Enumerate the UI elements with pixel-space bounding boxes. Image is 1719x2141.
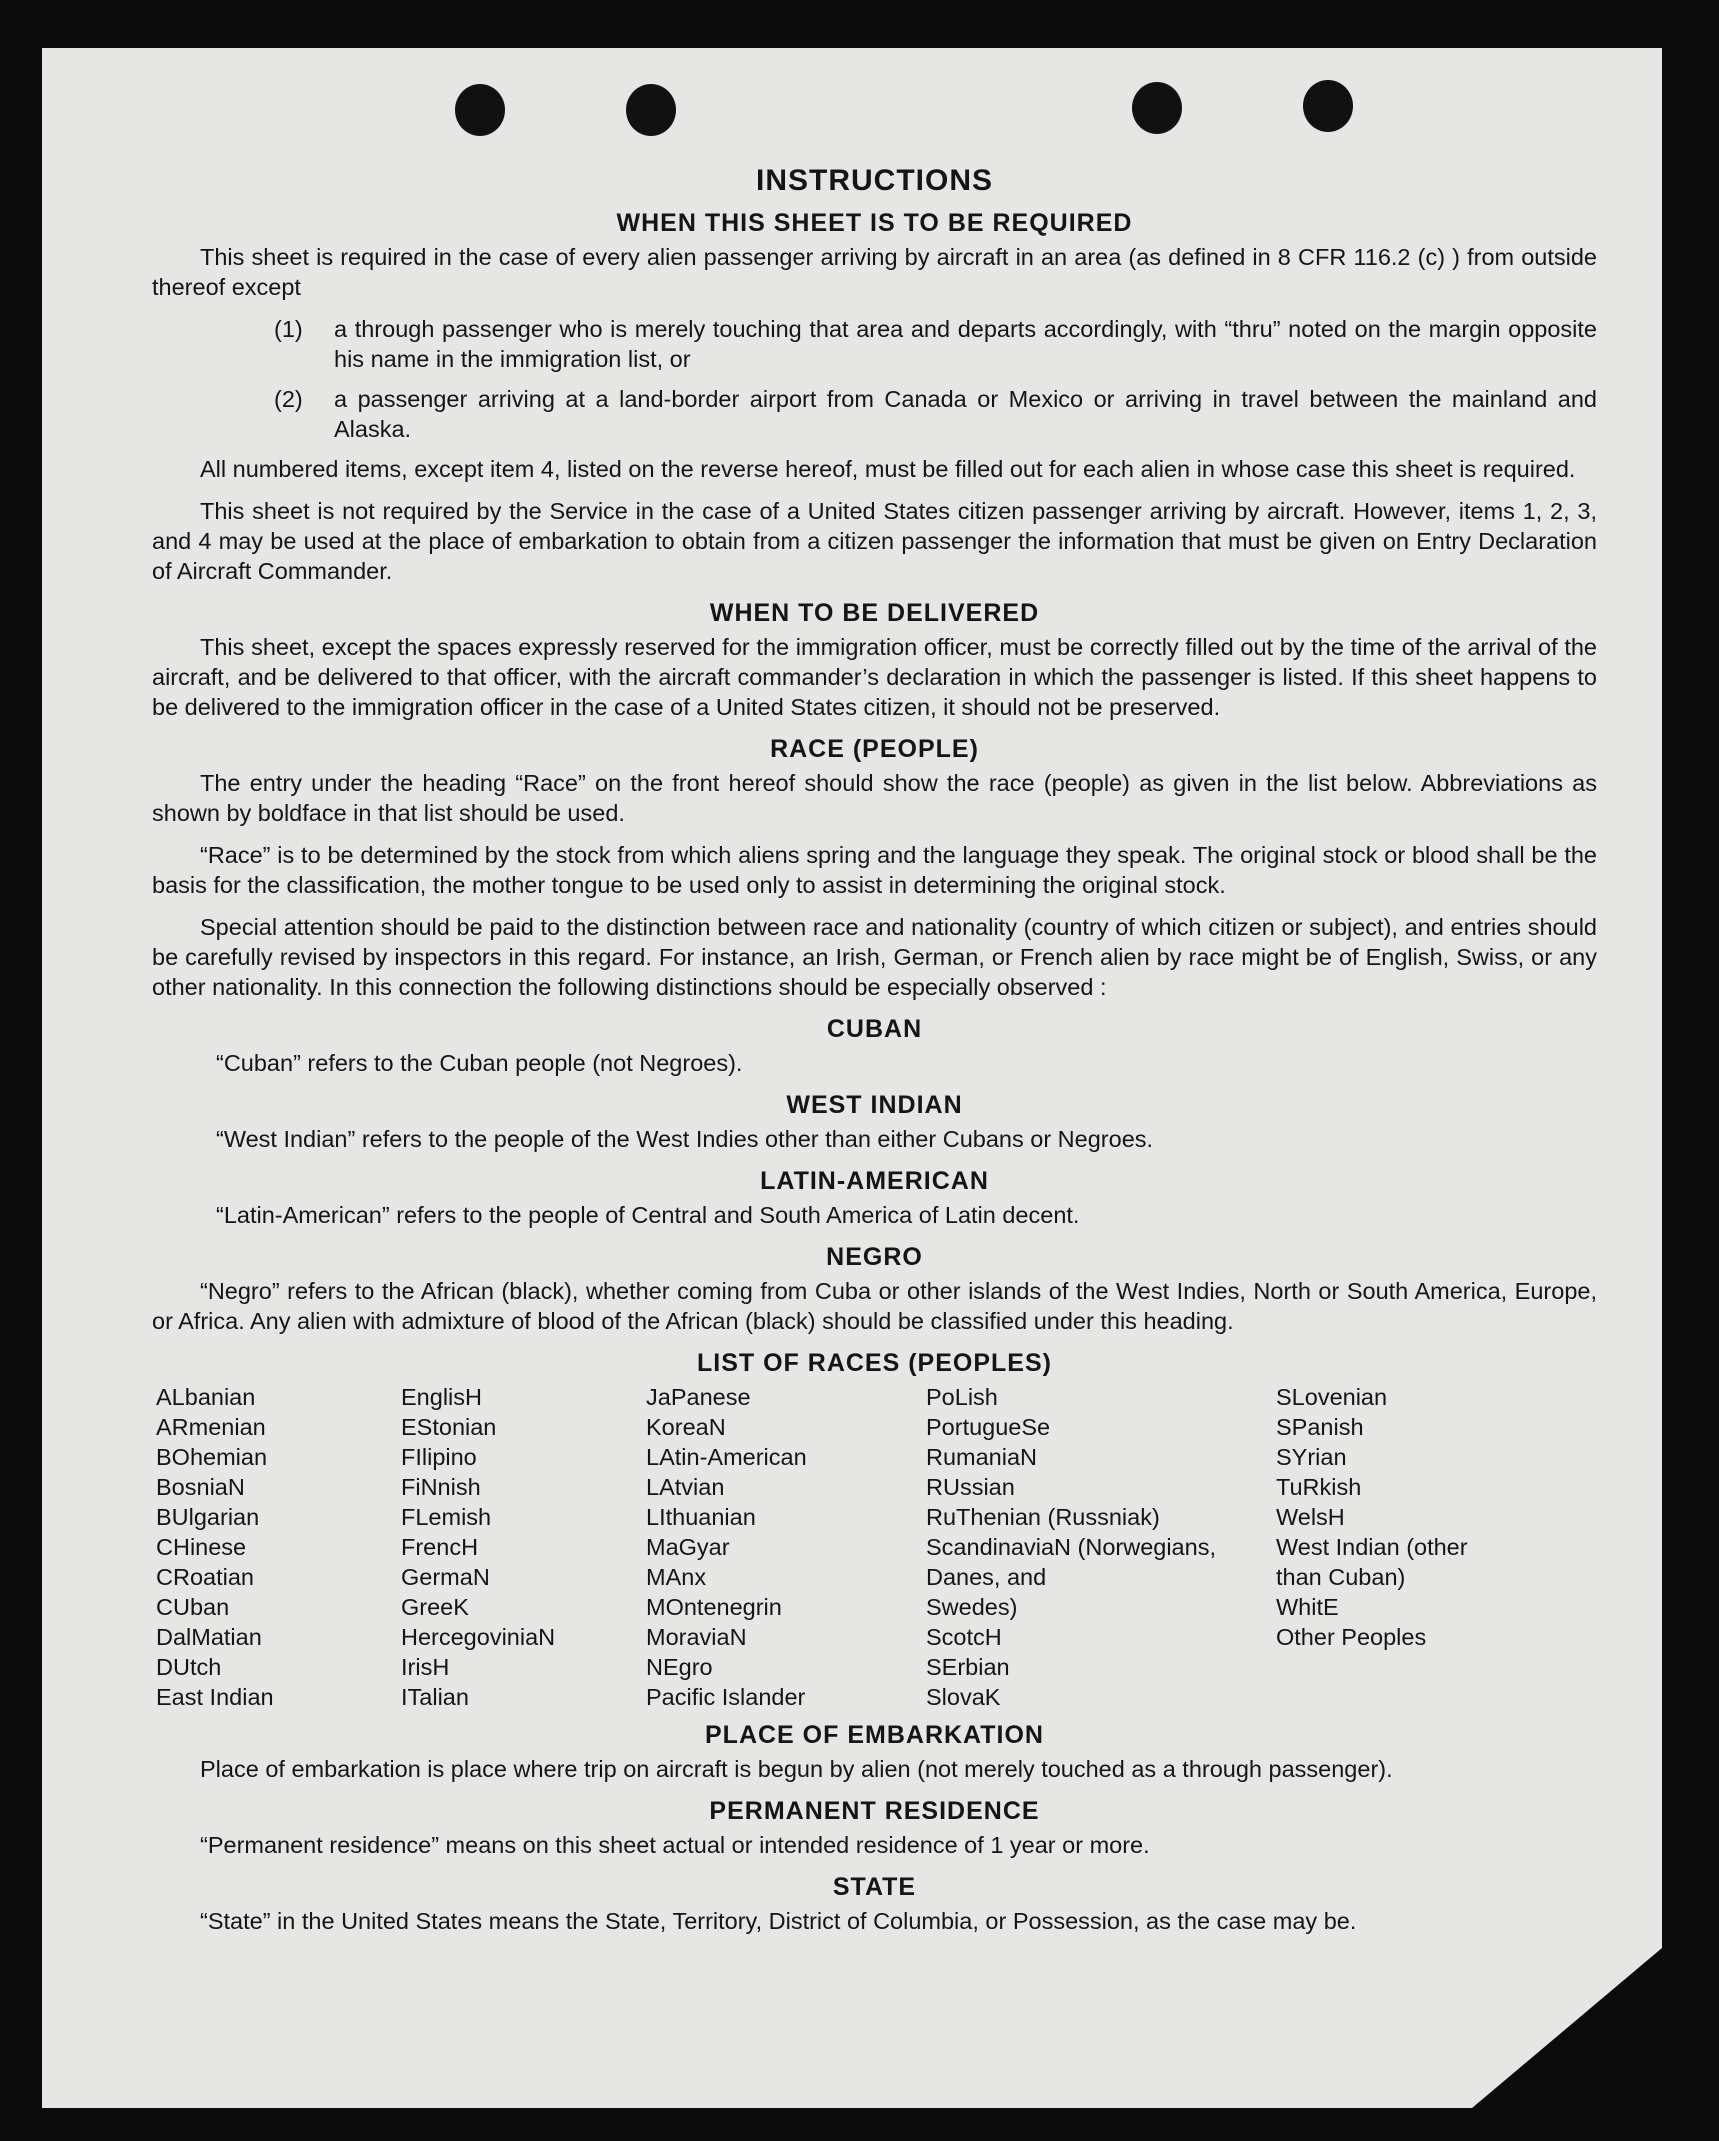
- race-item: ARmenian: [156, 1414, 266, 1440]
- race-item: Pacific Islander: [646, 1684, 806, 1710]
- race-item: SLovenian: [1276, 1384, 1388, 1410]
- section-heading-embarkation: PLACE OF EMBARKATION: [705, 1721, 1044, 1749]
- race-item: DUtch: [156, 1654, 222, 1680]
- race-item: EnglisH: [401, 1384, 482, 1410]
- race-item: MOntenegrin: [646, 1594, 782, 1620]
- race-item: Swedes): [926, 1594, 1018, 1620]
- race-item: TuRkish: [1276, 1474, 1362, 1500]
- races-column: [401, 1382, 646, 1712]
- item-text: a through passenger who is merely touching that area and departs accordingly, with “thru” noted on the margin opposite his name in the immigration list, or: [334, 316, 1597, 372]
- race-item: PoLish: [926, 1384, 998, 1410]
- paragraph: Special attention should be paid to the distinction between race and nationality (country of which citizen or subject), and entries should be carefully revised by inspectors in this regard. For instance, an Irish, German, or French alien by race might be of English, Swiss, or any other nationality. In this connection the following distinctions should be especially observed :: [152, 914, 1597, 1000]
- section-heading-latin-american: LATIN-AMERICAN: [760, 1167, 989, 1195]
- paragraph: “Race” is to be determined by the stock from which aliens spring and the language they speak. The original stock or blood shall be the basis for the classification, the mother tongue to be used only to assist in determining the original stock.: [152, 842, 1597, 898]
- section-heading-cuban: CUBAN: [826, 1015, 923, 1043]
- race-item: KoreaN: [646, 1414, 726, 1440]
- race-item: SYrian: [1276, 1444, 1347, 1470]
- race-item: BosniaN: [156, 1474, 245, 1500]
- paragraph: “Cuban” refers to the Cuban people (not Negroes).: [216, 1050, 743, 1076]
- race-item: ALbanian: [156, 1384, 256, 1410]
- race-item: ScotcH: [926, 1624, 1002, 1650]
- race-item: WhitE: [1276, 1594, 1339, 1620]
- race-item: IrisH: [401, 1654, 450, 1680]
- section-heading-residence: PERMANENT RESIDENCE: [709, 1797, 1040, 1825]
- race-item: LIthuanian: [646, 1504, 756, 1530]
- punch-hole: [626, 84, 676, 136]
- race-item: SlovaK: [926, 1684, 1001, 1710]
- punch-hole: [1303, 80, 1353, 132]
- section-heading-negro: NEGRO: [826, 1243, 923, 1271]
- race-item: LAtin-American: [646, 1444, 807, 1470]
- race-item: LAtvian: [646, 1474, 725, 1500]
- races-column: [926, 1382, 1276, 1712]
- paragraph: The entry under the heading “Race” on the front hereof should show the race (people) as given in the list below. Abbreviations as shown by boldface in that list should be used.: [152, 770, 1597, 826]
- race-item: EStonian: [401, 1414, 497, 1440]
- race-item: Other Peoples: [1276, 1624, 1427, 1650]
- race-item: WelsH: [1276, 1504, 1345, 1530]
- race-item: FrencH: [401, 1534, 479, 1560]
- paragraph: “State” in the United States means the State, Territory, District of Columbia, or Possession, as the case may be.: [200, 1908, 1357, 1934]
- paragraph: “West Indian” refers to the people of the West Indies other than either Cubans or Negroes.: [216, 1126, 1154, 1152]
- exception-item: [274, 384, 1597, 444]
- section-heading-when-delivered: WHEN TO BE DELIVERED: [709, 599, 1040, 627]
- race-item: MAnx: [646, 1564, 707, 1590]
- section-heading-race: RACE (PEOPLE): [770, 735, 979, 763]
- punch-hole: [455, 84, 505, 136]
- races-column: [646, 1382, 926, 1712]
- race-item: JaPanese: [646, 1384, 751, 1410]
- section-heading-list-of-races: LIST OF RACES (PEOPLES): [697, 1349, 1052, 1377]
- paragraph: “Permanent residence” means on this sheet actual or intended residence of 1 year or more.: [200, 1832, 1150, 1858]
- race-item: SPanish: [1276, 1414, 1364, 1440]
- race-item: NEgro: [646, 1654, 713, 1680]
- race-item: DalMatian: [156, 1624, 262, 1650]
- race-item: CUban: [156, 1594, 230, 1620]
- paragraph: This sheet, except the spaces expressly reserved for the immigration officer, must be correctly filled out by the time of the arrival of the aircraft, and be delivered to that officer, with the aircraft commander’s declaration in which the passenger is listed. If this sheet happens to be delivered to the immigration officer in the case of a United States citizen, it should not be preserved.: [152, 634, 1597, 720]
- exception-item: [274, 314, 1597, 374]
- race-item: Danes, and: [926, 1564, 1047, 1590]
- race-item: RUssian: [926, 1474, 1015, 1500]
- races-column: [156, 1382, 401, 1712]
- race-item: FLemish: [401, 1504, 492, 1530]
- race-item: RuThenian (Russniak): [926, 1504, 1160, 1530]
- race-item: GermaN: [401, 1564, 490, 1590]
- race-item: CHinese: [156, 1534, 247, 1560]
- item-number: (1): [274, 316, 303, 342]
- races-column: [1276, 1382, 1576, 1712]
- section-heading-west-indian: WEST INDIAN: [786, 1091, 963, 1119]
- paragraph: “Negro” refers to the African (black), whether coming from Cuba or other islands of the West Indies, North or South America, Europe, or Africa. Any alien with admixture of blood of the African (black) should be classified under this heading.: [152, 1278, 1597, 1334]
- instructions-content: [152, 166, 1597, 1948]
- race-item: FiNnish: [401, 1474, 481, 1500]
- document-sheet: [42, 48, 1662, 2108]
- race-item: MoraviaN: [646, 1624, 747, 1650]
- torn-corner: [1472, 1948, 1662, 2108]
- races-list: [156, 1382, 1597, 1712]
- race-item: than Cuban): [1276, 1564, 1406, 1590]
- paragraph: This sheet is not required by the Service in the case of a United States citizen passenger arriving by aircraft. However, items 1, 2, 3, and 4 may be used at the place of embarkation to obtain from a citizen passenger the information that must be given on Entry Declaration of Aircraft Commander.: [152, 498, 1597, 584]
- race-item: GreeK: [401, 1594, 469, 1620]
- race-item: CRoatian: [156, 1564, 254, 1590]
- race-item: RumaniaN: [926, 1444, 1038, 1470]
- race-item: ITalian: [401, 1684, 469, 1710]
- race-item: ScandinaviaN (Norwegians,: [926, 1534, 1216, 1560]
- punch-hole: [1132, 82, 1182, 134]
- section-heading-when-required: WHEN THIS SHEET IS TO BE REQUIRED: [616, 209, 1133, 237]
- race-item: PortugueSe: [926, 1414, 1051, 1440]
- paragraph: Place of embarkation is place where trip on aircraft is begun by alien (not merely touched as a through passenger).: [200, 1756, 1393, 1782]
- paragraph: All numbered items, except item 4, listed on the reverse hereof, must be filled out for each alien in whose case this sheet is required.: [200, 456, 1576, 482]
- race-item: BUlgarian: [156, 1504, 260, 1530]
- race-item: SErbian: [926, 1654, 1010, 1680]
- race-item: East Indian: [156, 1684, 274, 1710]
- race-item: HercegoviniaN: [401, 1624, 556, 1650]
- race-item: West Indian (other: [1276, 1534, 1468, 1560]
- race-item: MaGyar: [646, 1534, 730, 1560]
- race-item: BOhemian: [156, 1444, 268, 1470]
- section-heading-state: STATE: [832, 1873, 917, 1901]
- item-number: (2): [274, 386, 303, 412]
- page-title: INSTRUCTIONS: [756, 164, 993, 197]
- paragraph: This sheet is required in the case of every alien passenger arriving by aircraft in an area (as defined in 8 CFR 116.2 (c) ) from outside thereof except: [152, 244, 1597, 300]
- paragraph: “Latin-American” refers to the people of Central and South America of Latin decent.: [216, 1202, 1080, 1228]
- item-text: a passenger arriving at a land-border airport from Canada or Mexico or arriving in travel between the mainland and Alaska.: [334, 386, 1597, 442]
- race-item: FIlipino: [401, 1444, 477, 1470]
